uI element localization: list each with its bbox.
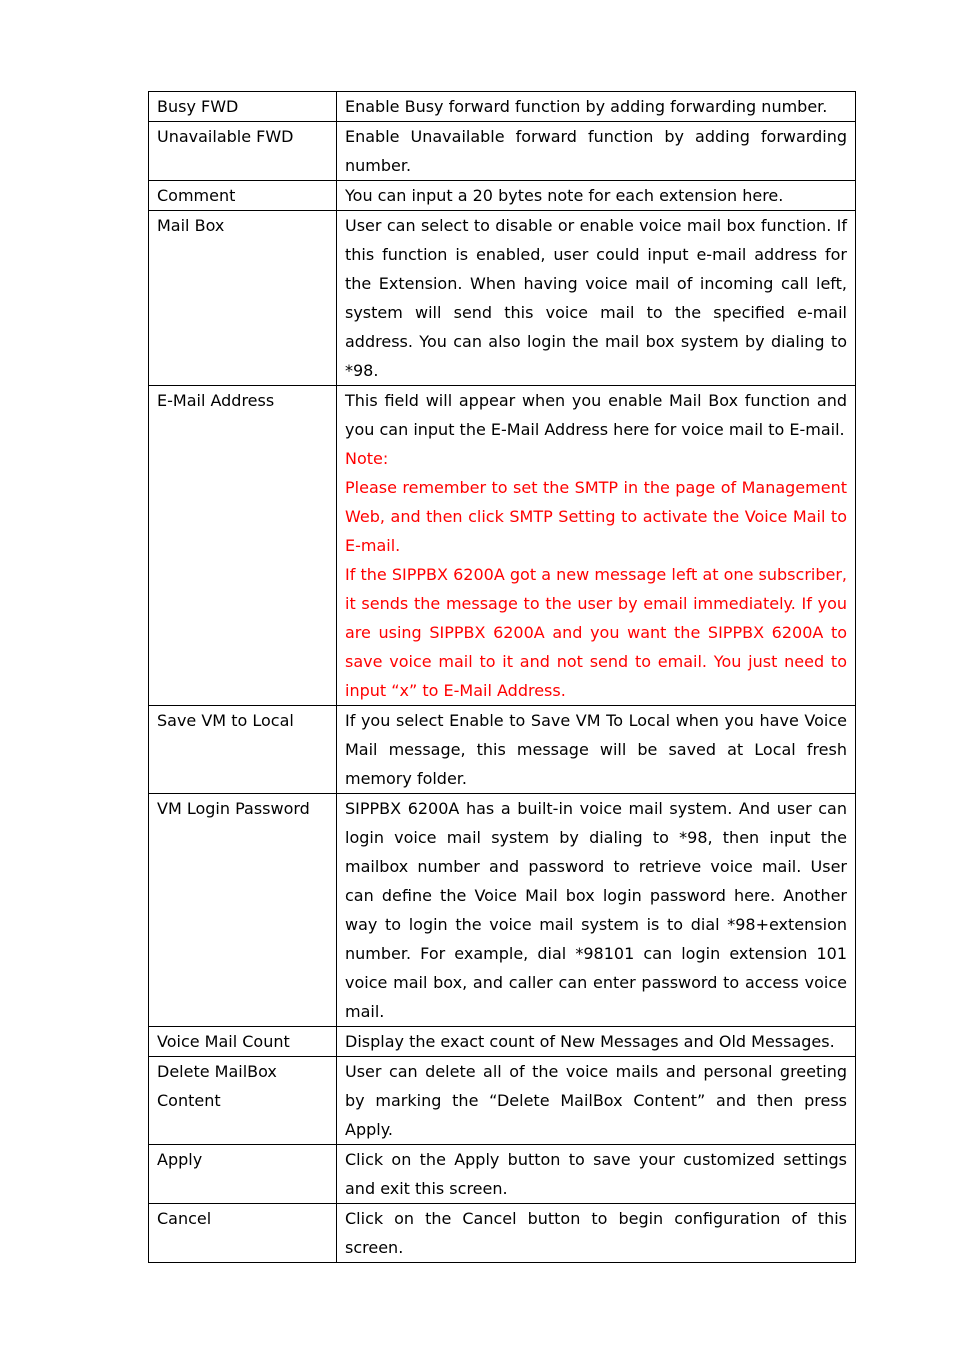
description-cell: Enable Unavailable forward function by adding forwarding number.	[337, 122, 856, 181]
term-cell: Unavailable FWD	[149, 122, 337, 181]
description-cell: If you select Enable to Save VM To Local when you have Voice Mail message, this message will be saved at Local fresh memory folder.	[337, 706, 856, 794]
table-row	[149, 122, 856, 181]
table-row	[149, 181, 856, 211]
description-cell: Click on the Cancel button to begin configuration of this screen.	[337, 1204, 856, 1263]
description-cell: SIPPBX 6200A has a built-in voice mail system. And user can login voice mail system by dialing to *98, then input the mailbox number and password to retrieve voice mail. User can define the Voice Mail box login password here. Another way to login the voice mail system is to dial *98+extension number. For example, dial *98101 can login extension 101 voice mail box, and caller can enter password to access voice mail.	[337, 794, 856, 1027]
table-row	[149, 92, 856, 122]
term-cell: Delete MailBox Content	[149, 1057, 337, 1145]
term-cell: Save VM to Local	[149, 706, 337, 794]
description-cell: Enable Busy forward function by adding forwarding number.	[337, 92, 856, 122]
table-row	[149, 706, 856, 794]
description-cell: Click on the Apply button to save your customized settings and exit this screen.	[337, 1145, 856, 1204]
note-text: If the SIPPBX 6200A got a new message left at one subscriber, it sends the message to the user by email immediately. If you are using SIPPBX 6200A and you want the SIPPBX 6200A to save voice mail to it and not send to email. You just need to input “x” to E-Mail Address.	[345, 565, 847, 700]
description-cell: User can delete all of the voice mails and personal greeting by marking the “Delete MailBox Content” and then press Apply.	[337, 1057, 856, 1145]
note-text: Please remember to set the SMTP in the page of Management Web, and then click SMTP Setting to activate the Voice Mail to E-mail.	[345, 478, 847, 555]
term-cell: Cancel	[149, 1204, 337, 1263]
table-row	[149, 1027, 856, 1057]
description-cell: You can input a 20 bytes note for each extension here.	[337, 181, 856, 211]
table-row	[149, 1204, 856, 1263]
table-row	[149, 386, 856, 706]
term-cell: Busy FWD	[149, 92, 337, 122]
term-cell: Apply	[149, 1145, 337, 1204]
settings-description-table	[148, 91, 856, 1263]
term-cell: Mail Box	[149, 211, 337, 386]
table-row	[149, 1057, 856, 1145]
description-cell: User can select to disable or enable voice mail box function. If this function is enabled, user could input e-mail address for the Extension. When having voice mail of incoming call left, system will send this voice mail to the specified e-mail address. You can also login the mail box system by dialing to *98.	[337, 211, 856, 386]
term-cell: VM Login Password	[149, 794, 337, 1027]
description-cell: Display the exact count of New Messages and Old Messages.	[337, 1027, 856, 1057]
description-cell	[337, 386, 856, 706]
note-label: Note:	[345, 449, 389, 468]
table-row	[149, 794, 856, 1027]
table-row	[149, 211, 856, 386]
term-cell: Voice Mail Count	[149, 1027, 337, 1057]
term-cell: Comment	[149, 181, 337, 211]
table-row	[149, 1145, 856, 1204]
term-cell: E-Mail Address	[149, 386, 337, 706]
description-text: This field will appear when you enable Mail Box function and you can input the E-Mail Address here for voice mail to E-mail.	[345, 391, 847, 439]
